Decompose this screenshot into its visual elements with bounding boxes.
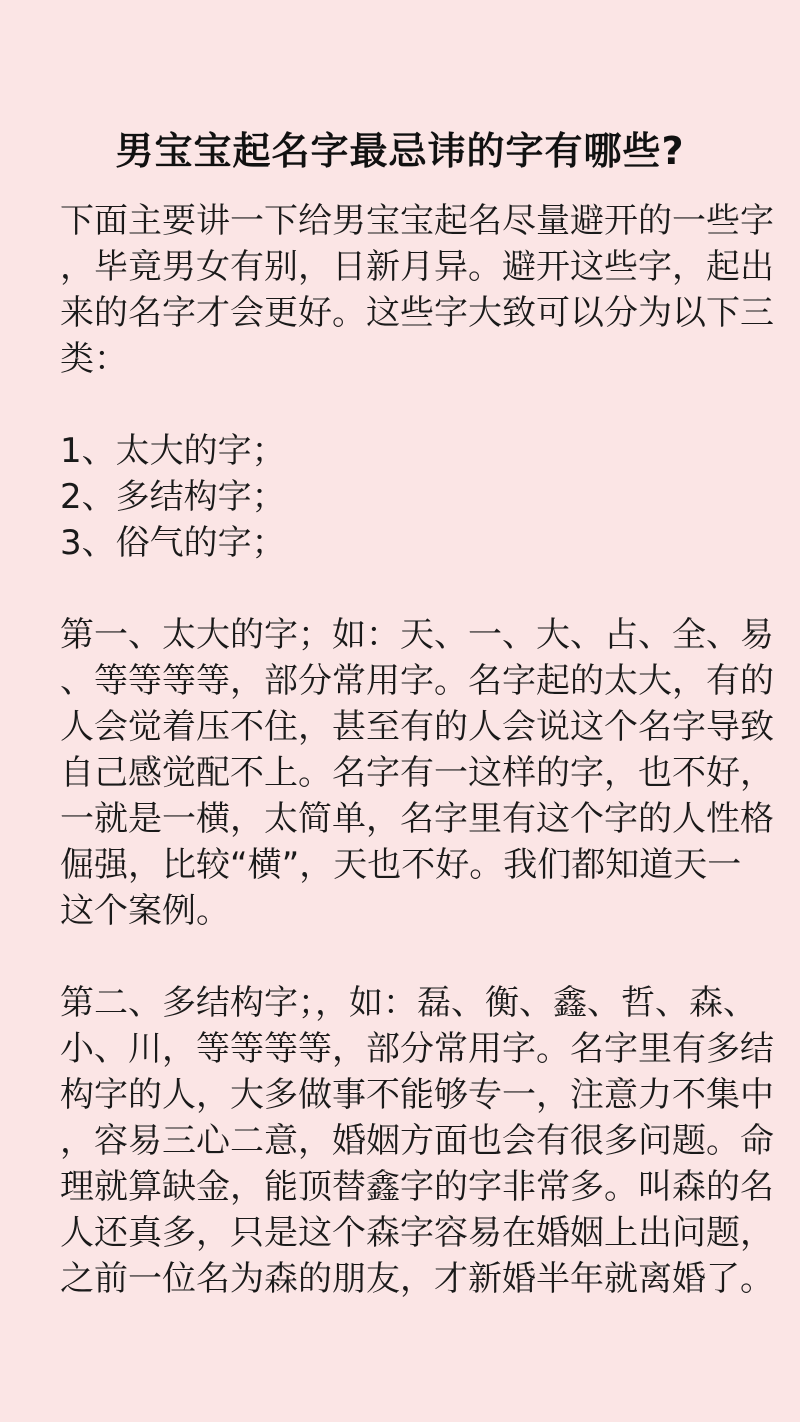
article-title: 男宝宝起名字最忌讳的字有哪些? <box>115 129 685 174</box>
section-two-line: 小、川，等等等等，部分常用字。名字里有多结 <box>60 1029 774 1069</box>
section-one-line: 第一、太大的字；如：天、一、大、占、全、易 <box>60 615 774 655</box>
intro-line: 下面主要讲一下给男宝宝起名尽量避开的一些字 <box>60 201 774 241</box>
section-two-line: 之前一位名为森的朋友，才新婚半年就离婚了。 <box>60 1259 774 1299</box>
section-two-line: 人还真多，只是这个森字容易在婚姻上出问题， <box>60 1213 774 1253</box>
section-one-line: 、等等等等，部分常用字。名字起的太大，有的 <box>60 661 774 701</box>
article-body <box>60 198 774 1302</box>
category-item: 3、俗气的字； <box>60 523 286 563</box>
section-two-line: 构字的人，大多做事不能够专一，注意力不集中 <box>60 1075 774 1115</box>
section-one-line: 倔强，比较“横”，天也不好。我们都知道天一 <box>60 845 742 885</box>
intro-line: 类： <box>60 339 128 379</box>
section-one-line: 人会觉着压不住，甚至有的人会说这个名字导致 <box>60 707 774 747</box>
paragraph-gap <box>60 566 750 612</box>
intro-line: ，毕竟男女有别，日新月异。避开这些字，起出 <box>60 247 774 287</box>
category-item: 2、多结构字； <box>60 477 286 517</box>
section-one-line: 一就是一横，太简单，名字里有这个字的人性格 <box>60 799 774 839</box>
section-two-line: 理就算缺金，能顶替鑫字的字非常多。叫森的名 <box>60 1167 774 1207</box>
intro-paragraph <box>60 198 774 382</box>
category-item: 1、太大的字； <box>60 431 286 471</box>
section-two-line: 第二、多结构字；，如：磊、衡、鑫、哲、森、 <box>60 983 757 1023</box>
section-two-paragraph <box>60 980 774 1302</box>
section-one-line: 自己感觉配不上。名字有一这样的字，也不好， <box>60 753 774 793</box>
intro-line: 来的名字才会更好。这些字大致可以分为以下三 <box>60 293 774 333</box>
section-one-paragraph <box>60 612 774 934</box>
paragraph-gap <box>60 382 750 428</box>
paragraph-gap <box>60 934 750 980</box>
section-two-line: ，容易三心二意，婚姻方面也会有很多问题。命 <box>60 1121 774 1161</box>
category-list <box>60 428 750 566</box>
section-one-line: 这个案例。 <box>60 891 230 931</box>
